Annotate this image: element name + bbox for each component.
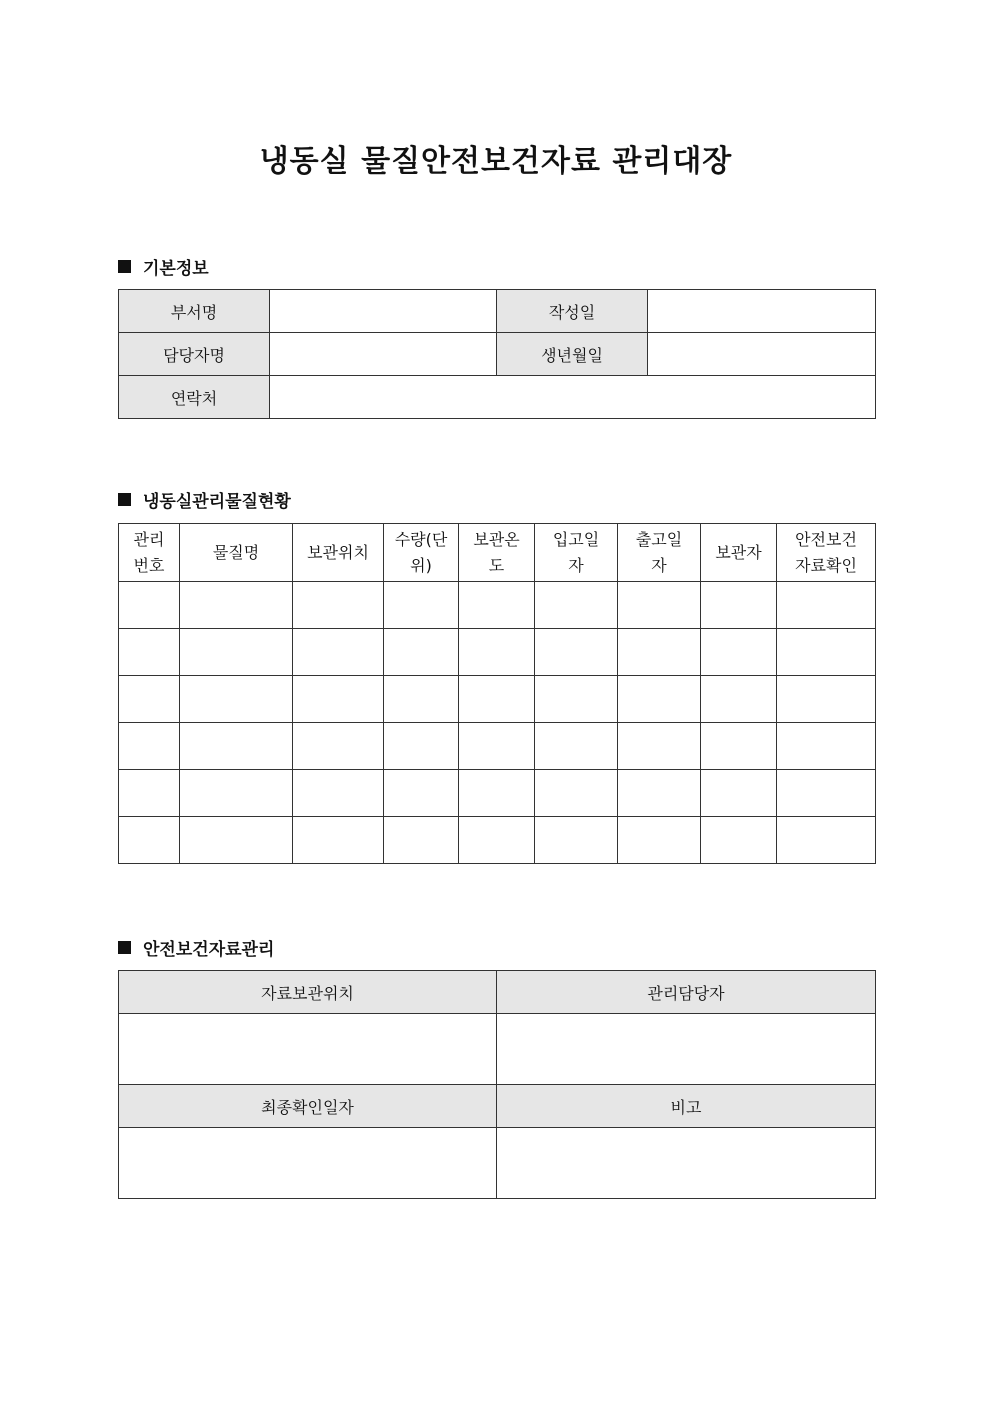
table-cell[interactable] [384,676,459,723]
column-header-line: 수량(단 [394,529,448,549]
table-cell[interactable] [777,582,876,629]
manager-label: 담당자명 [119,333,270,376]
table-cell[interactable] [180,770,293,817]
date-written-field[interactable] [648,290,876,333]
column-header [293,524,384,582]
column-header-line: 자 [568,555,584,575]
table-row [119,770,876,817]
column-header [119,524,180,582]
table-cell[interactable] [777,629,876,676]
table-cell[interactable] [119,723,180,770]
table-cell[interactable] [701,770,777,817]
department-field[interactable] [270,290,497,333]
page-title: 냉동실 물질안전보건자료 관리대장 [259,144,733,179]
table-cell[interactable] [119,817,180,864]
table-row [119,676,876,723]
table-cell[interactable] [701,629,777,676]
column-header-line: 입고일 [552,529,600,549]
section-heading-label: 안전보건자료관리 [143,940,275,960]
table-cell[interactable] [777,676,876,723]
table-row [119,1014,876,1085]
table-cell[interactable] [535,676,618,723]
table-cell[interactable] [618,629,701,676]
table-cell[interactable] [293,582,384,629]
inventory-table [118,523,876,864]
last-checked-label: 최종확인일자 [119,1085,497,1128]
table-cell[interactable] [384,723,459,770]
table-cell[interactable] [459,770,535,817]
department-label: 부서명 [119,290,270,333]
section-heading-sds [118,935,274,960]
column-header-line: 출고일 [635,529,683,549]
section-heading-basic-info [118,254,209,279]
section-heading-label: 기본정보 [143,259,209,279]
table-cell[interactable] [535,770,618,817]
table-cell[interactable] [618,582,701,629]
table-cell[interactable] [459,817,535,864]
column-header [384,524,459,582]
sds-manager-label: 관리담당자 [497,971,876,1014]
square-bullet-icon [118,941,131,954]
column-header-line: 안전보건 [795,529,857,549]
table-cell[interactable] [701,582,777,629]
contact-label: 연락처 [119,376,270,419]
table-cell[interactable] [459,676,535,723]
table-cell[interactable] [180,817,293,864]
column-header [618,524,701,582]
table-row [119,971,876,1014]
storage-location-field[interactable] [119,1014,497,1085]
column-header [180,524,293,582]
table-row [119,817,876,864]
birthdate-label: 생년월일 [497,333,648,376]
table-cell[interactable] [535,817,618,864]
table-cell[interactable] [180,676,293,723]
section-heading-label: 냉동실관리물질현황 [143,492,291,512]
table-cell[interactable] [384,629,459,676]
table-row [119,629,876,676]
column-header-line: 보관온 [473,529,520,549]
sds-manager-field[interactable] [497,1014,876,1085]
table-cell[interactable] [119,582,180,629]
table-cell[interactable] [293,676,384,723]
column-header [701,524,777,582]
column-header-line: 번호 [133,555,165,575]
table-cell[interactable] [618,817,701,864]
table-cell[interactable] [293,817,384,864]
table-cell[interactable] [535,723,618,770]
table-cell[interactable] [293,770,384,817]
table-row [119,1085,876,1128]
remarks-label: 비고 [497,1085,876,1128]
column-header-line: 자 [651,555,667,575]
column-header-line: 위) [410,555,432,575]
table-cell[interactable] [618,770,701,817]
table-cell[interactable] [180,723,293,770]
table-row [119,582,876,629]
table-cell[interactable] [384,770,459,817]
column-header-line: 물질명 [212,542,260,562]
column-header-line: 보관위치 [307,542,369,562]
table-cell[interactable] [618,723,701,770]
column-header [459,524,535,582]
table-cell[interactable] [701,676,777,723]
table-row [119,1128,876,1199]
contact-field[interactable] [270,376,876,419]
column-header-line: 보관자 [715,542,762,562]
table-cell[interactable] [618,676,701,723]
table-cell[interactable] [119,770,180,817]
table-cell[interactable] [459,629,535,676]
table-cell[interactable] [384,817,459,864]
table-cell[interactable] [777,817,876,864]
column-header [777,524,876,582]
table-cell[interactable] [459,723,535,770]
column-header [535,524,618,582]
column-header-line: 자료확인 [795,555,857,575]
table-cell[interactable] [293,629,384,676]
table-cell[interactable] [180,582,293,629]
manager-field[interactable] [270,333,497,376]
table-cell[interactable] [180,629,293,676]
last-checked-field[interactable] [119,1128,497,1199]
sds-table [118,970,876,1199]
table-row [119,333,876,376]
table-row [119,376,876,419]
birthdate-field[interactable] [648,333,876,376]
section-heading-inventory [118,487,291,512]
table-cell[interactable] [459,582,535,629]
date-written-label: 작성일 [497,290,648,333]
storage-location-label: 자료보관위치 [119,971,497,1014]
table-cell[interactable] [701,817,777,864]
table-cell[interactable] [384,582,459,629]
square-bullet-icon [118,260,131,273]
table-header-row [119,524,876,582]
column-header-line: 관리 [133,529,165,549]
table-row [119,290,876,333]
table-cell[interactable] [535,582,618,629]
table-cell[interactable] [777,723,876,770]
table-row [119,723,876,770]
table-cell[interactable] [119,629,180,676]
table-cell[interactable] [535,629,618,676]
table-cell[interactable] [777,770,876,817]
square-bullet-icon [118,493,131,506]
table-cell[interactable] [119,676,180,723]
table-cell[interactable] [701,723,777,770]
column-header-line: 도 [488,555,505,575]
table-cell[interactable] [293,723,384,770]
basic-info-table [118,289,876,419]
remarks-field[interactable] [497,1128,876,1199]
